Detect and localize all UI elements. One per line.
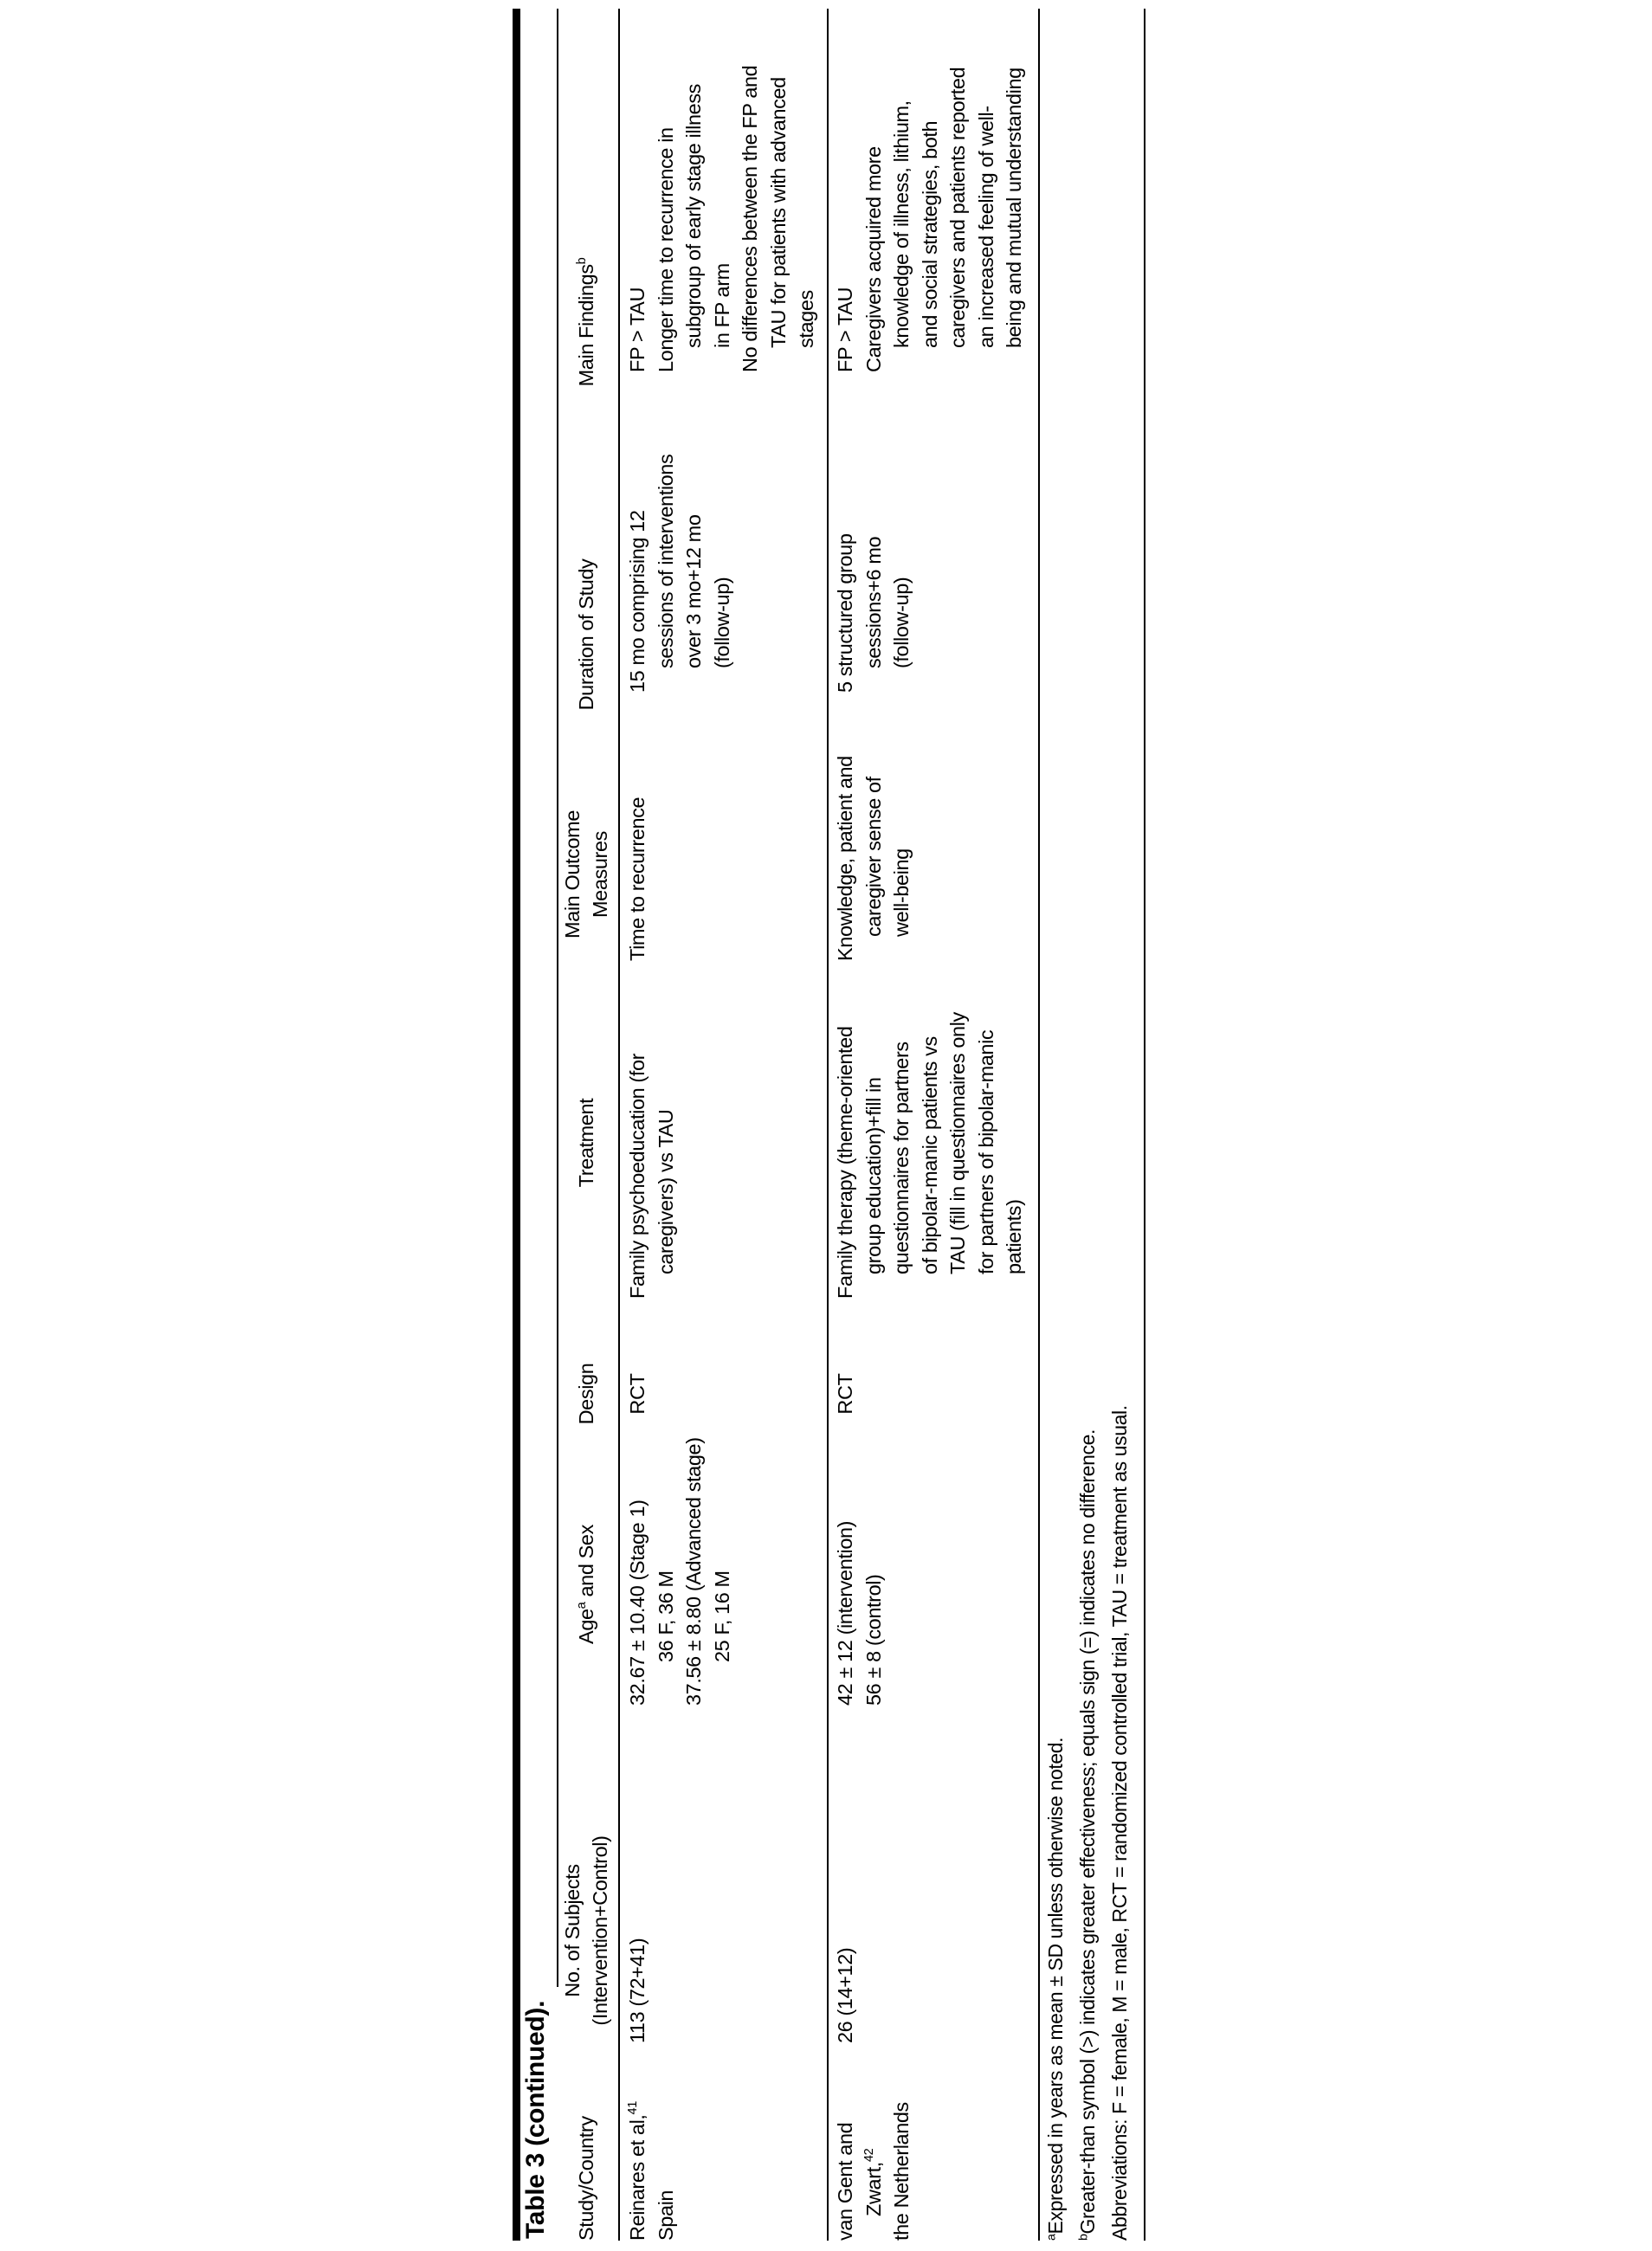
row2-cell-findings: [831, 68, 1029, 372]
cell-line: over 3 mo+12 mo: [682, 514, 705, 668]
cell-line: caregivers) vs TAU: [654, 1109, 677, 1274]
cell-line: FP > TAU: [834, 287, 856, 372]
column-header-outcome-line2: Measures: [589, 831, 611, 918]
cell-line: group education)+fill in: [861, 1077, 885, 1274]
row2-cell-subjects: [831, 1948, 860, 2043]
cell-line: 32.67 ± 10.40 (Stage 1): [626, 1500, 649, 1706]
row1-cell-subjects: [623, 1938, 652, 2043]
row1-cell-design: [623, 1346, 652, 1442]
findings-header-footnote-marker: b: [575, 257, 590, 265]
row2-cell-treatment: [831, 1012, 1029, 1299]
cell-line: 56 ± 8 (control): [861, 1574, 885, 1706]
rule-below-header: [618, 9, 620, 2241]
column-header-age-sex: [573, 1472, 600, 1697]
column-header-duration: Duration of Study: [575, 558, 597, 711]
column-header-outcome-line1: Main Outcome: [561, 810, 584, 939]
column-header-design: Design: [575, 1363, 597, 1425]
footnote-abbreviations: Abbreviations: F = female, M = male, RCT = randomized controlled trial, TAU = treatment as usual.: [1108, 1405, 1131, 2241]
column-header-study-country: Study/Country: [575, 2116, 597, 2241]
cell-line: caregivers and patients reported: [946, 67, 969, 348]
row1-cell-outcome: [623, 797, 652, 961]
footnote-a-text: Expressed in years as mean ± SD unless otherwise noted.: [1044, 1737, 1067, 2235]
rule-below-body: [1038, 9, 1040, 2241]
cell-line: RCT: [626, 1373, 649, 1415]
rule-top-thick: [513, 9, 520, 2241]
row2-cell-outcome: [831, 756, 916, 961]
cell-line: 36 F, 36 M: [654, 1571, 677, 1662]
rule-row-separator: [827, 9, 829, 2241]
cell-line: sessions of interventions: [654, 454, 677, 668]
cell-line: 5 structured group: [834, 533, 856, 693]
row1-cell-age-sex: [623, 1437, 736, 1706]
cell-line: van Gent and: [834, 2122, 856, 2241]
footnote-marker-a: a: [1044, 2234, 1059, 2241]
cell-line: the Netherlands: [890, 2102, 913, 2241]
cell-line: being and mutual understanding: [1003, 68, 1025, 348]
cell-line: and social strategies, both: [918, 120, 941, 348]
cell-line: TAU (fill in questionnaires only: [946, 1012, 969, 1274]
cell-line: RCT: [834, 1373, 856, 1415]
cell-line: well-being: [890, 848, 913, 937]
cell-line: 113 (72+41): [626, 1938, 649, 2043]
cell-line: for partners of bipolar-manic: [974, 1029, 997, 1274]
footnote-b: [1076, 1429, 1100, 2241]
row2-cell-duration: [831, 533, 916, 693]
footnote-a: [1044, 1738, 1068, 2241]
cell-line: patients): [1003, 1199, 1025, 1274]
rule-below-footnotes: [1144, 9, 1145, 2241]
column-header-subjects-line2: (Intervention+Control): [589, 1835, 611, 2026]
cell-line: caregiver sense of: [861, 777, 885, 937]
cell-line: (follow-up): [710, 577, 733, 668]
column-header-subjects-line1: No. of Subjects: [561, 1864, 584, 1997]
cell-line: FP > TAU: [626, 287, 649, 372]
reference-number: 42: [861, 2148, 876, 2163]
column-header-findings: [573, 149, 600, 495]
cell-line: (follow-up): [890, 577, 913, 668]
study-name: Zwart,: [861, 2162, 885, 2216]
cell-line: of bipolar-manic patients vs: [918, 1036, 941, 1274]
cell-line: 26 (14+12): [834, 1947, 856, 2043]
table-title: Table 3 (continued).: [521, 2000, 550, 2239]
cell-line: 25 F, 16 M: [710, 1571, 733, 1662]
cell-line: Knowledge, patient and: [834, 756, 856, 961]
row1-cell-treatment: [623, 1054, 680, 1299]
cell-line: an increased feeling of well-: [974, 106, 997, 348]
cell-line: [860, 2102, 888, 2216]
cell-line: in FP arm: [710, 263, 733, 348]
cell-line: Family therapy (theme-oriented: [834, 1026, 856, 1299]
row1-cell-study: [623, 2101, 680, 2241]
cell-line: subgroup of early stage illness: [682, 83, 705, 348]
rule-title-baseline: [557, 9, 558, 1987]
cell-line: Time to recurrence: [626, 797, 649, 961]
footnote-marker-b: b: [1076, 2234, 1091, 2241]
cell-line: Spain: [654, 2190, 677, 2241]
cell-line: TAU for patients with advanced: [766, 77, 790, 348]
cell-line: knowledge of illness, lithium,: [890, 100, 913, 348]
reference-number: 41: [626, 2101, 641, 2115]
cell-line: 15 mo comprising 12: [626, 510, 649, 693]
row1-cell-findings: [623, 66, 821, 372]
column-header-treatment: Treatment: [575, 1098, 597, 1188]
cell-line: stages: [795, 290, 817, 348]
cell-line: Family psychoeducation (for: [626, 1053, 649, 1299]
row2-cell-study: [831, 2102, 916, 2241]
cell-line: No differences between the FP and: [739, 65, 761, 372]
cell-line: 37.56 ± 8.80 (Advanced stage): [682, 1437, 705, 1706]
row2-cell-age-sex: [831, 1521, 887, 1706]
study-name: Reinares et al,: [626, 2114, 649, 2241]
cell-line: sessions+6 mo: [861, 536, 885, 668]
age-header-footnote-marker: a: [575, 1602, 590, 1609]
footnote-b-text: Greater-than symbol (>) indicates greater effectiveness; equals sign (=) indicates no difference.: [1076, 1429, 1099, 2235]
cell-line: 42 ± 12 (intervention): [834, 1520, 856, 1706]
cell-line: [623, 2101, 652, 2241]
age-header-text: Age: [575, 1609, 597, 1644]
age-header-text-rest: and Sex: [575, 1525, 597, 1603]
row1-cell-duration: [623, 455, 736, 693]
cell-line: Longer time to recurrence in: [654, 127, 677, 372]
findings-header-text: Main Findings: [575, 264, 597, 387]
cell-line: questionnaires for partners: [890, 1042, 913, 1274]
cell-line: Caregivers acquired more: [861, 146, 885, 372]
row2-cell-design: [831, 1346, 860, 1442]
